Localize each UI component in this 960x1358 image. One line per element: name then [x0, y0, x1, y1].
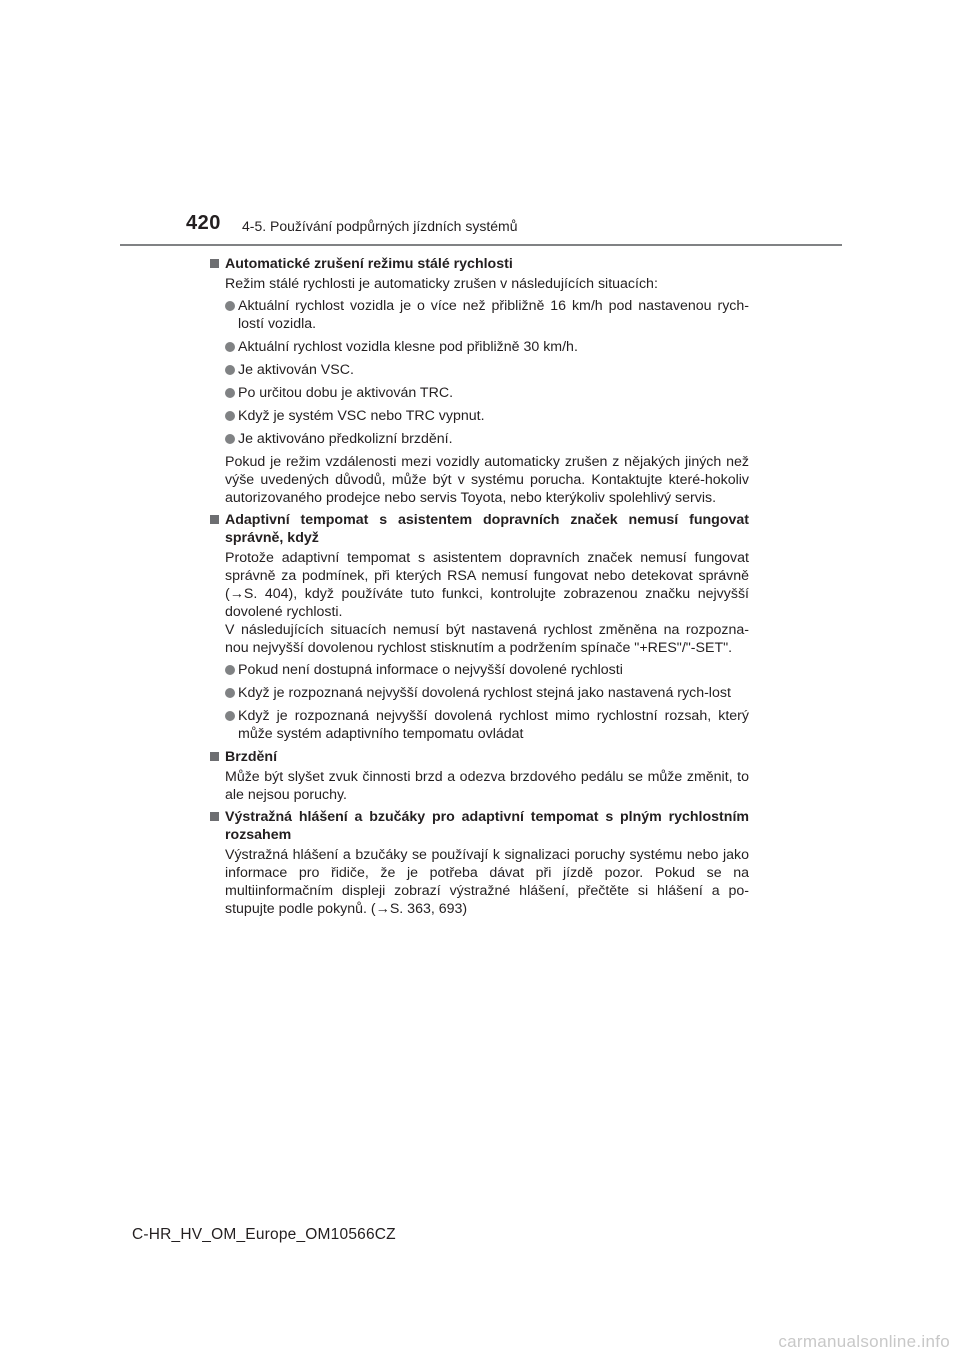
section-braking	[209, 748, 749, 804]
document-id: C-HR_HV_OM_Europe_OM10566CZ	[132, 1226, 396, 1243]
chapter-title: 4-5. Používání podpůrných jízdních systémů	[242, 218, 518, 234]
section-outro: Pokud je režim vzdálenosti mezi vozidly automaticky zrušen z nějakých jiných než výše uvedených důvodů, může být v systému porucha. Kontaktujte které-hokoliv autorizovaného prodejce nebo servis Toyota, nebo kterýkoliv spolehlivý servis.	[225, 454, 749, 506]
circle-bullet-icon	[225, 665, 235, 675]
bullet-list	[209, 297, 749, 448]
section-intro-2: V následujících situacích nemusí být nastavená rychlost změněna na rozpozna-nou nejvyšší dovolenou rychlost stisknutím a podržením spínače "+RES"/"-SET".	[225, 622, 749, 656]
section-intro: Protože adaptivní tempomat s asistentem dopravních značek nemusí fungovat správně za podmínek, při kterých RSA nemusí fungovat nebo detekovat správně (→S. 404), když používáte tuto funkci, kontrolujte zobrazenou značku nejvyšší dovolené rychlosti.	[225, 550, 749, 620]
page-number: 420	[186, 212, 221, 234]
list-item: Aktuální rychlost vozidla klesne pod přibližně 30 km/h.	[209, 338, 749, 356]
square-bullet-icon	[210, 752, 219, 761]
section-warnings	[209, 808, 749, 918]
section-intro: Výstražná hlášení a bzučáky se používají k signalizaci poruchy systému nebo jako informace pro řidiče, že je potřeba dávat při jízdě pozor. Pokud se na multiinformačním displeji zobrazí výstražné hlášení, přečtěte si hlášení a po-stupujte podle pokynů. (→S. 363, 693)	[225, 847, 749, 917]
bullet-list	[209, 661, 749, 743]
header-rule	[120, 244, 842, 246]
circle-bullet-icon	[225, 411, 235, 421]
section-title: Brzdění	[209, 748, 749, 766]
section-intro: Může být slyšet zvuk činnosti brzd a odezva brzdového pedálu se může změnit, to ale nejsou poruchy.	[225, 769, 749, 803]
circle-bullet-icon	[225, 388, 235, 398]
watermark: carmanualsonline.info	[778, 1332, 950, 1351]
section-title: Výstražná hlášení a bzučáky pro adaptivní tempomat s plným rychlostním rozsahem	[209, 808, 749, 844]
section-intro: Režim stálé rychlosti je automaticky zrušen v následujících situacích:	[225, 276, 658, 292]
circle-bullet-icon	[225, 365, 235, 375]
section-auto-cancel	[209, 255, 749, 507]
circle-bullet-icon	[225, 711, 235, 721]
section-title: Automatické zrušení režimu stálé rychlosti	[209, 255, 749, 273]
square-bullet-icon	[210, 259, 219, 268]
circle-bullet-icon	[225, 434, 235, 444]
circle-bullet-icon	[225, 301, 235, 311]
list-item: Když je systém VSC nebo TRC vypnut.	[209, 407, 749, 425]
circle-bullet-icon	[225, 342, 235, 352]
list-item: Když je rozpoznaná nejvyšší dovolená rychlost stejná jako nastavená rych-lost	[209, 684, 749, 702]
list-item: Je aktivován VSC.	[209, 361, 749, 379]
section-title: Adaptivní tempomat s asistentem dopravních značek nemusí fungovat správně, když	[209, 511, 749, 547]
list-item: Pokud není dostupná informace o nejvyšší dovolené rychlosti	[209, 661, 749, 679]
page-content	[209, 255, 749, 922]
section-rsa-limitations	[209, 511, 749, 743]
list-item: Po určitou dobu je aktivován TRC.	[209, 384, 749, 402]
circle-bullet-icon	[225, 688, 235, 698]
page-header	[120, 212, 842, 246]
list-item: Je aktivováno předkolizní brzdění.	[209, 430, 749, 448]
list-item: Aktuální rychlost vozidla je o více než přibližně 16 km/h pod nastavenou rych-lostí vozidla.	[209, 297, 749, 333]
square-bullet-icon	[210, 812, 219, 821]
square-bullet-icon	[210, 515, 219, 524]
list-item: Když je rozpoznaná nejvyšší dovolená rychlost mimo rychlostní rozsah, který může systém adaptivního tempomatu ovládat	[209, 707, 749, 743]
